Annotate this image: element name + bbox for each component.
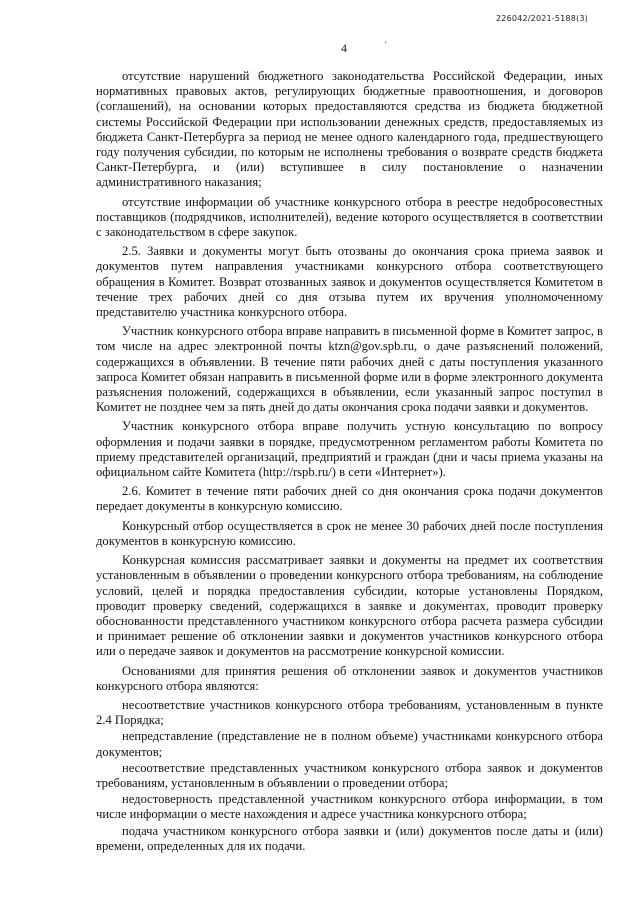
document-body [96,69,603,855]
paragraph: отсутствие нарушений бюджетного законодательства Российской Федерации, иных нормативных правовых актов, регулирующих бюджетные правоотношения, и договоров (соглашений), на основании которых предоставляются средства из бюджета бюджетной системы Российской Федерации при использовании денежных средств, предоставляемых из бюджета Санкт-Петербурга за период не менее одного календарного года, предшествующего году получения субсидии, по которым не исполнены требования о возврате средств бюджета Санкт-Петербурга, и (или) вступившее в силу постановление о назначении административного наказания; [96,69,603,190]
list-item: подача участником конкурсного отбора заявки и (или) документов после даты и (или) времени, определенных для их подачи. [96,823,603,853]
paragraph: Участник конкурсного отбора вправе направить в письменной форме в Комитет запрос, в том числе на адрес электронной почты ktzn@gov.spb.ru, о даче разъяснений положений, содержащихся в объявлении. В течение пяти рабочих дней с даты поступления указанного запроса Комитет обязан направить в письменной форме или в форме электронного документа разъяснения положений, содержащихся в объявлении, если указанный запрос поступил в Комитет не позднее чем за пять дней до даты окончания срока подачи заявки и документов. [96,324,603,415]
paragraph: Конкурсная комиссия рассматривает заявки и документы на предмет их соответствия установленным в объявлении о проведении конкурсного отбора требованиям, на соблюдение условий, целей и порядка предоставления субсидии, которые установлены Порядком, проводит проверку сведений, содержащихся в заявке и документах, проводит проверку обоснованности представленного участником конкурсного отбора расчета размера субсидии и принимает решение об отклонении заявки и документов участников конкурсного отбора или о передаче заявок и документов на рассмотрение конкурсной комиссии. [96,553,603,659]
list-item: несоответствие представленных участником конкурсного отбора заявок и документов требованиям, установленным в объявлении о проведении отбора; [96,760,603,790]
paragraph: Конкурсный отбор осуществляется в срок не менее 30 рабочих дней после поступления документов в конкурсную комиссию. [96,518,603,548]
paragraph: Участник конкурсного отбора вправе получить устную консультацию по вопросу оформления и подачи заявки в порядке, предусмотренном регламентом работы Комитета по приему представителей организаций, предприятий и граждан (дни и часы приема указаны на официальном сайте Комитета (http://rspb.ru/) в сети «Интернет»). [96,419,603,480]
list-item: непредставление (представление не в полном объеме) участниками конкурсного отбора документов; [96,729,603,759]
page-number: 4 [341,41,347,55]
scan-mark: ' [385,40,387,50]
document-code: 226042/2021-5188(3) [496,14,588,23]
list-item: несоответствие участников конкурсного отбора требованиям, установленным в пункте 2.4 Порядка; [96,697,603,728]
paragraph: 2.5. Заявки и документы могут быть отозваны до окончания срока приема заявок и документов путем направления участниками конкурсного отбора соответствующего обращения в Комитет. Возврат отозванных заявок и документов осуществляется Комитетом в течение трех рабочих дней со дня отзыва путем их вручения уполномоченному представителю участника конкурсного отбора. [96,244,603,320]
paragraph: отсутствие информации об участнике конкурсного отбора в реестре недобросовестных поставщиков (подрядчиков, исполнителей), ведение которого осуществляется в соответствии с законодательством в сфере закупок. [96,194,603,240]
paragraph: 2.6. Комитет в течение пяти рабочих дней со дня окончания срока подачи документов передает документы в конкурсную комиссию. [96,484,603,514]
paragraph: Основаниями для принятия решения об отклонении заявок и документов участников конкурсного отбора являются: [96,663,603,693]
list-item: недостоверность представленной участником конкурсного отбора информации, в том числе информации о месте нахождения и адресе участника конкурсного отбора; [96,792,603,822]
